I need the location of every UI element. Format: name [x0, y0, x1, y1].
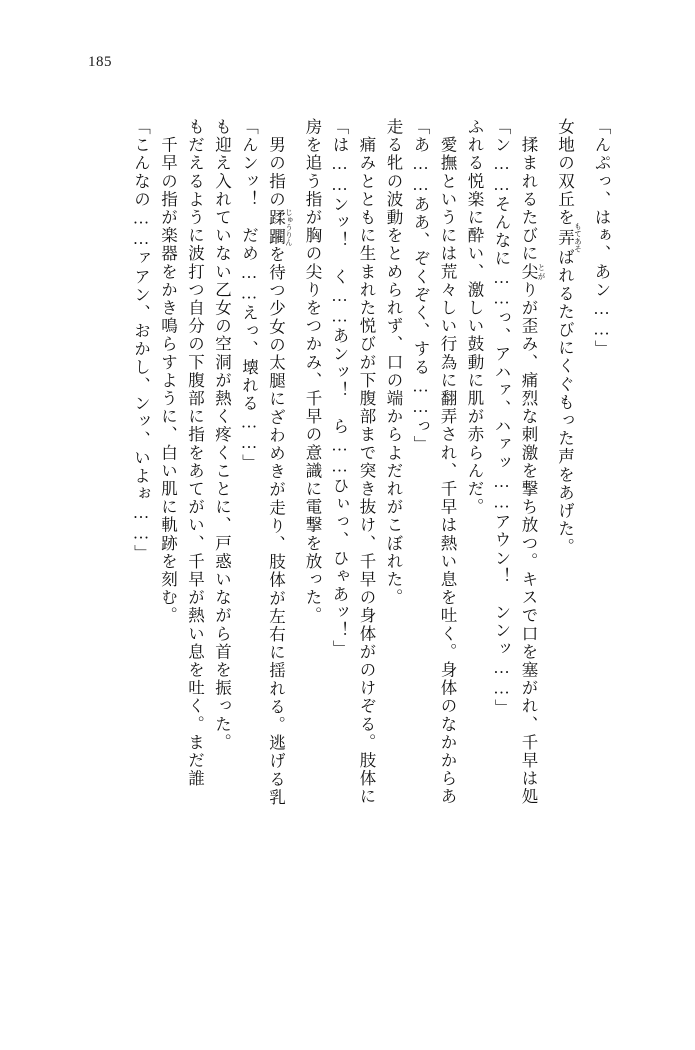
text-line: 愛撫というには荒々しい行為に翻弄され、千早は熱い息を吐く。身体のなかからあ [438, 118, 457, 806]
text-line: 千早の指が楽器をかき鳴らすように、白い肌に軌跡を刻む。 [158, 118, 178, 625]
ruby-reading: とが [537, 262, 546, 281]
text-line: 走る牝の波動をとめられず、口の端からよだれがこぼれた。 [384, 118, 403, 607]
text-line: 「んぷっ、はぁ、あン……」 [592, 118, 611, 359]
text-line: 「ン……そんなに……っ、アハァ、ハァッ……アウン！ ンンッ……」 [492, 118, 511, 718]
text-segment: 揉まれるたびに [519, 118, 538, 263]
text-line: 「あ……ああ、ぞくぞく、する……っ」 [411, 118, 430, 454]
ruby-toga: 尖 とが [519, 262, 546, 281]
text-segment: 男の指の [266, 118, 286, 209]
text-line-with-ruby [267, 118, 293, 968]
text-line: ふれる悦楽に酔い、激しい鼓動に肌が赤らんだ。 [465, 118, 484, 517]
text-segment: を待つ少女の太腿にざわめきが走り、肢体が左右に揺れる。逃げる乳 [266, 245, 286, 807]
ruby-juurin: 蹂躙 じゅうりん [266, 208, 294, 246]
text-line: 痛みとともに生まれた悦びが下腹部まで突き抜け、千早の身体がのけぞる。肢体に [357, 118, 376, 806]
ruby-moteaso: 弄 もてあそ [555, 222, 583, 253]
page-number: 185 [88, 54, 112, 70]
ruby-reading: じゅうりん [284, 208, 294, 246]
text-line-with-ruby [520, 118, 546, 968]
text-line-with-ruby [556, 118, 582, 968]
ruby-reading: もてあそ [573, 222, 583, 253]
text-line: もだえるように波打つ自分の下腹部に指をあてがい、千早が熱い息を吐く。まだ誰 [185, 118, 205, 788]
text-segment: りが歪み、痛烈な刺激を撃ち放つ。キスで口を塞がれ、千早は処 [519, 280, 538, 806]
text-line: 房を追う指が胸の尖りをつかみ、千早の意識に電撃を放った。 [303, 118, 322, 625]
text-line: 「んンッ！ だめ……えっ、壊れる……」 [239, 118, 259, 472]
text-line: 「は……ンッ！ く……あンッ！ ら……ひぃっ、ひゃあッ！」 [330, 118, 349, 658]
vertical-text-body [132, 118, 609, 968]
text-segment: 女地の双丘を [555, 118, 575, 227]
text-line: も迎え入れていない乙女の空洞が熱く疼くことに、戸惑いながら首を振った。 [212, 118, 232, 752]
text-segment: ばれるたびにくぐもった声をあげた。 [555, 248, 575, 557]
text-line: 「こんなの……ァアン、おかし、ンッ、いよぉ……」 [131, 118, 151, 563]
